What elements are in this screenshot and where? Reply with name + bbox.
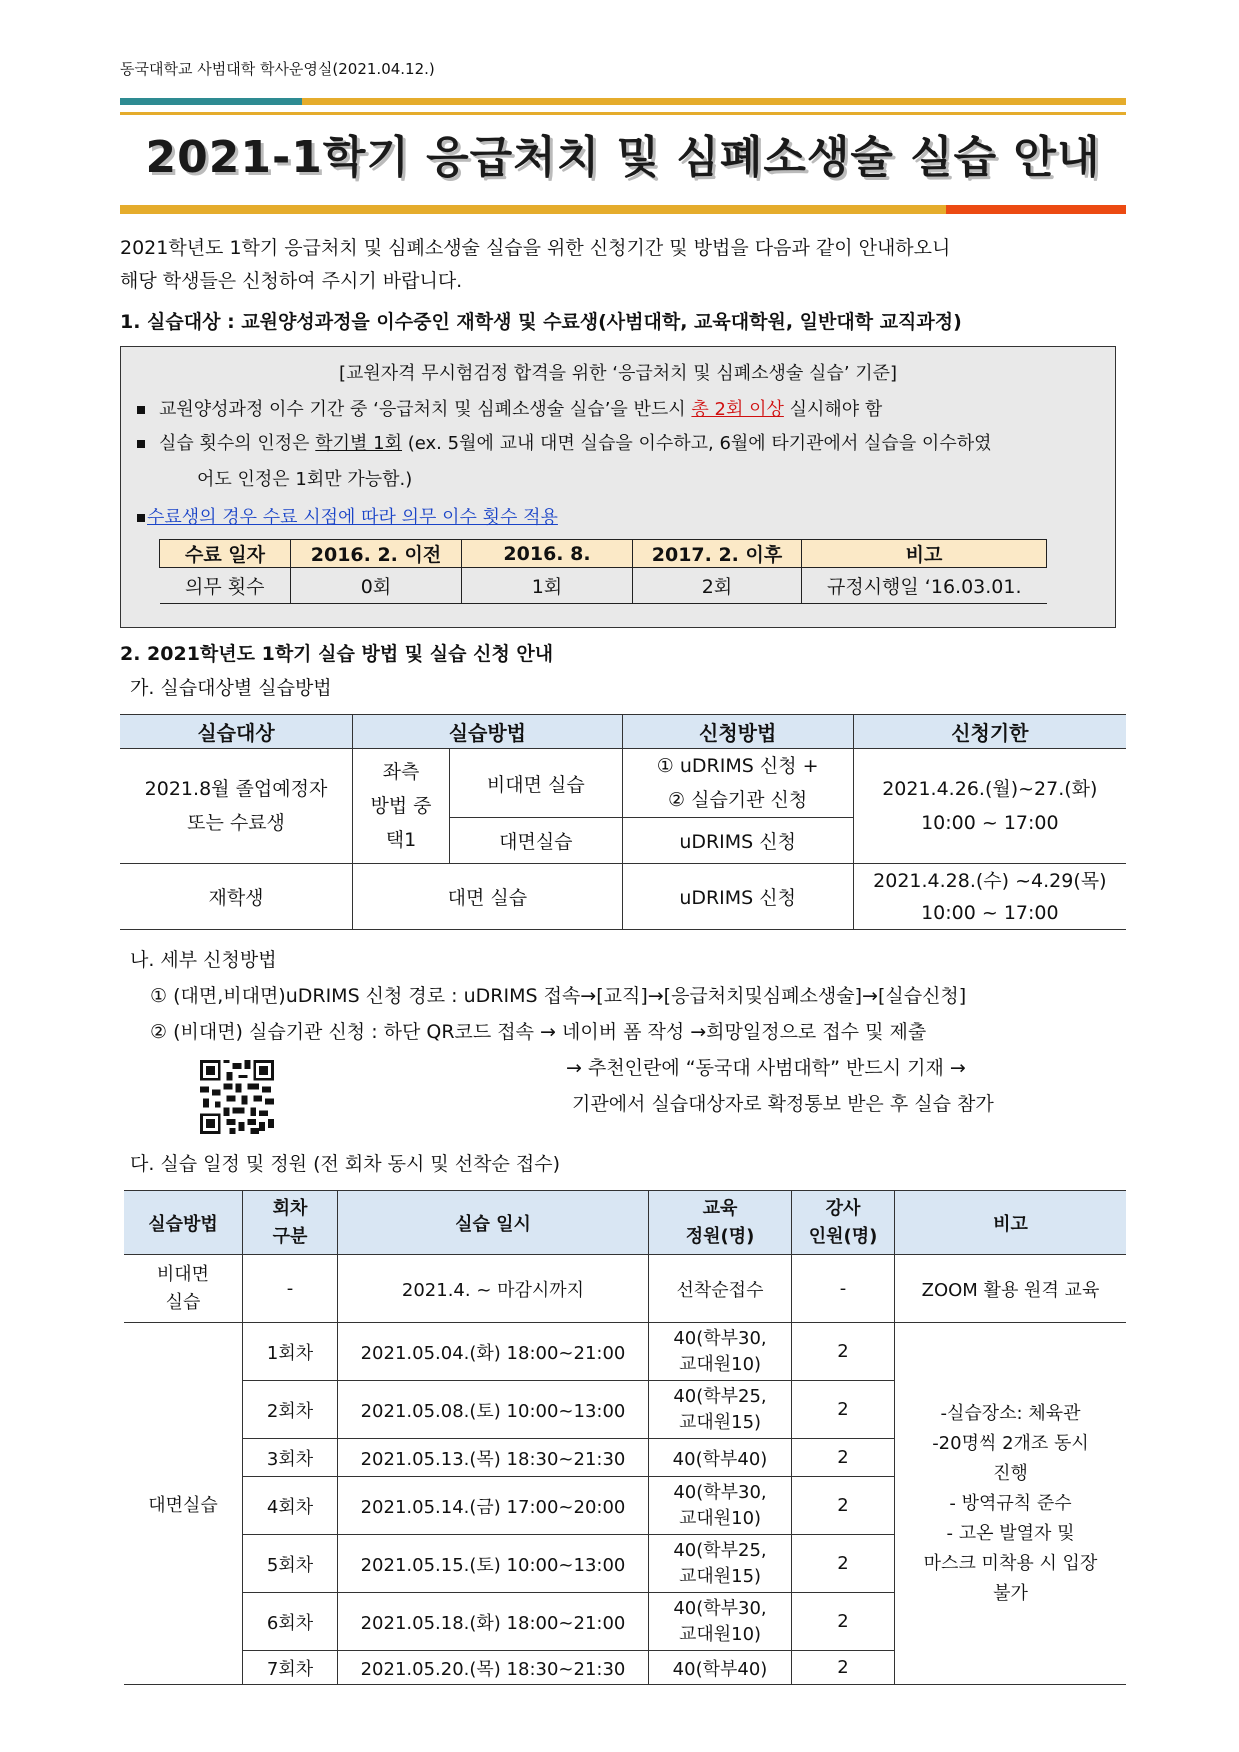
detail-udrims-path: ① (대면,비대면)uDRIMS 신청 경로 : uDRIMS 접속→[교직]→[응급처치및심폐소생술]→[실습신청] xyxy=(150,985,967,1007)
qr-code-icon[interactable] xyxy=(200,1060,274,1134)
document-header: 동국대학교 사범대학 학사운영실(2021.04.12.) xyxy=(120,60,435,78)
graduation-count-table: 수료 일자 2016. 2. 이전 2016. 8. 2017. 2. 이후 비고 의무 횟수 0회 1회 2회 규정시행일 ‘16.03.01. xyxy=(159,539,1047,604)
section-2-heading: 2. 2021학년도 1학기 실습 방법 및 실습 신청 안내 xyxy=(120,643,554,665)
title-band-bottom-orange xyxy=(946,205,1126,214)
table-row: 5회차 2021.05.15.(토) 10:00~13:00 40(학부25, 교대원15) 2 xyxy=(124,1535,1126,1593)
table-row: 7회차 2021.05.20.(목) 18:30~21:30 40(학부40) 2 xyxy=(124,1651,1126,1685)
square-bullet-icon xyxy=(137,406,145,414)
criteria-title: [교원자격 무시험검정 합격을 위한 ‘응급처치 및 심폐소생술 실습’ 기준] xyxy=(338,363,898,384)
section-1-heading: 1. 실습대상 : 교원양성과정을 이수중인 재학생 및 수료생(사범대학, 교육대학원, 일반대학 교직과정) xyxy=(120,311,962,333)
practice-method-table: 실습대상 실습방법 신청방법 신청기한 2021.8월 졸업예정자 또는 수료생 좌측 방법 중 택1 비대면 실습 ① uDRIMS 신청 + ② 실습기관 신청 2021.4.26.(월)~27.(화) 10:00 ~ 17:00 대면실습 uDRIMS 신청 재학생 대면 실습 uDRIMS 신청 2021.4.28.(수) ~4.29(목) 10:00 ~ 17:00 xyxy=(120,714,1126,930)
table-row: 대면실습 1회차 2021.05.04.(화) 18:00~21:00 40(학부30, 교대원10) 2 -실습장소: 체육관 -20명씩 2개조 동시 진행 - 방역규칙 준수 - 고온 발열자 및 마스크 미착용 시 입장 불가 xyxy=(124,1323,1126,1381)
title-band-bottom-gold xyxy=(120,205,946,214)
intro-paragraph xyxy=(120,232,1130,298)
criteria-bullet-3 xyxy=(137,503,558,529)
criteria-bullet-2-cont: 어도 인정은 1회만 가능함.) xyxy=(197,469,413,490)
offline-notes: -실습장소: 체육관 -20명씩 2개조 동시 진행 - 방역규칙 준수 - 고온 발열자 및 마스크 미착용 시 입장 불가 xyxy=(895,1323,1127,1685)
criteria-bullet-2: 실습 횟수의 인정은 학기별 1회 (ex. 5월에 교내 대면 실습을 이수하고, 6월에 타기관에서 실습을 이수하였 xyxy=(137,429,992,455)
detail-confirm: 기관에서 실습대상자로 확정통보 받은 후 실습 참가 xyxy=(572,1093,994,1115)
intro-line-2: 해당 학생들은 신청하여 주시기 바랍니다. xyxy=(120,270,463,292)
detail-institution-apply: ② (비대면) 실습기관 신청 : 하단 QR코드 접속 → 네이버 폼 작성 →희망일정으로 접수 및 제출 xyxy=(150,1021,927,1043)
table-row: 3회차 2021.05.13.(목) 18:30~21:30 40(학부40) 2 xyxy=(124,1439,1126,1477)
subsection-b: 나. 세부 신청방법 xyxy=(130,949,277,971)
table-row: 비대면 실습 - 2021.4. ~ 마감시까지 선착순접수 - ZOOM 활용 원격 교육 xyxy=(124,1255,1126,1323)
detail-referral: → 추천인란에 “동국대 사범대학” 반드시 기재 → xyxy=(566,1057,966,1079)
table-row: 4회차 2021.05.14.(금) 17:00~20:00 40(학부30, 교대원10) 2 xyxy=(124,1477,1126,1535)
square-bullet-icon xyxy=(137,440,145,448)
intro-line-1: 2021학년도 1학기 응급처치 및 심폐소생술 실습을 위한 신청기간 및 방법을 다음과 같이 안내하오니 xyxy=(120,237,951,259)
criteria-bullet-1: 교원양성과정 이수 기간 중 ‘응급처치 및 심폐소생술 실습’을 반드시 총 2회 이상 실시해야 함 xyxy=(137,395,882,421)
title-band-gold xyxy=(302,98,1126,105)
graduate-rule-link[interactable]: 수료생의 경우 수료 시점에 따라 의무 이수 횟수 적용 xyxy=(147,507,558,528)
schedule-table: 실습방법 회차 구분 실습 일시 교육 정원(명) 강사 인원(명) 비고 비대면 실습 - 2021.4. ~ 마감시까지 선착순접수 - ZOOM 활용 원격 교육 대면실습 1회차 2021.05.04.(화) 18:00~21:00 40(학부30, 교대원10) 2 -실습장소: 체육관 -20명씩 2개조 동시 진행 - 방역규칙 준수 - 고온 발열자 및 마스크 미착용 시 입장 불가 2회차 2021.05.08.(토) 10:00~13:00 40(학부25, 교대원15) 2 3회차 2021.05.13.(목) 18:30~21:30 40(학부40) 2 4회차 2021.05.14.(금) 17:00~20:00 40(학부30, 교대원10) 2 5회차 2021.05.15.(토) 10:00~13:00 40(학부25, 교대원15) 2 6회차 2021.05.18.(화) 18:00~21:00 40(학부30, 교대원10) 2 7회차 2021.05.20.(목) 18:30~21:30 40(학부40) 2 xyxy=(124,1190,1126,1685)
square-bullet-icon xyxy=(137,514,145,522)
subsection-a: 가. 실습대상별 실습방법 xyxy=(130,677,332,699)
page-title: 2021-1학기 응급처치 및 심폐소생술 실습 안내 xyxy=(145,132,1101,183)
required-count: 총 2회 이상 xyxy=(691,399,784,420)
subsection-c: 다. 실습 일정 및 정원 (전 회차 동시 및 선착순 접수) xyxy=(130,1153,560,1175)
table-row: 2회차 2021.05.08.(토) 10:00~13:00 40(학부25, 교대원15) 2 xyxy=(124,1381,1126,1439)
criteria-box xyxy=(120,346,1116,628)
title-band-teal xyxy=(120,98,302,105)
table-row: 6회차 2021.05.18.(화) 18:00~21:00 40(학부30, 교대원10) 2 xyxy=(124,1593,1126,1651)
